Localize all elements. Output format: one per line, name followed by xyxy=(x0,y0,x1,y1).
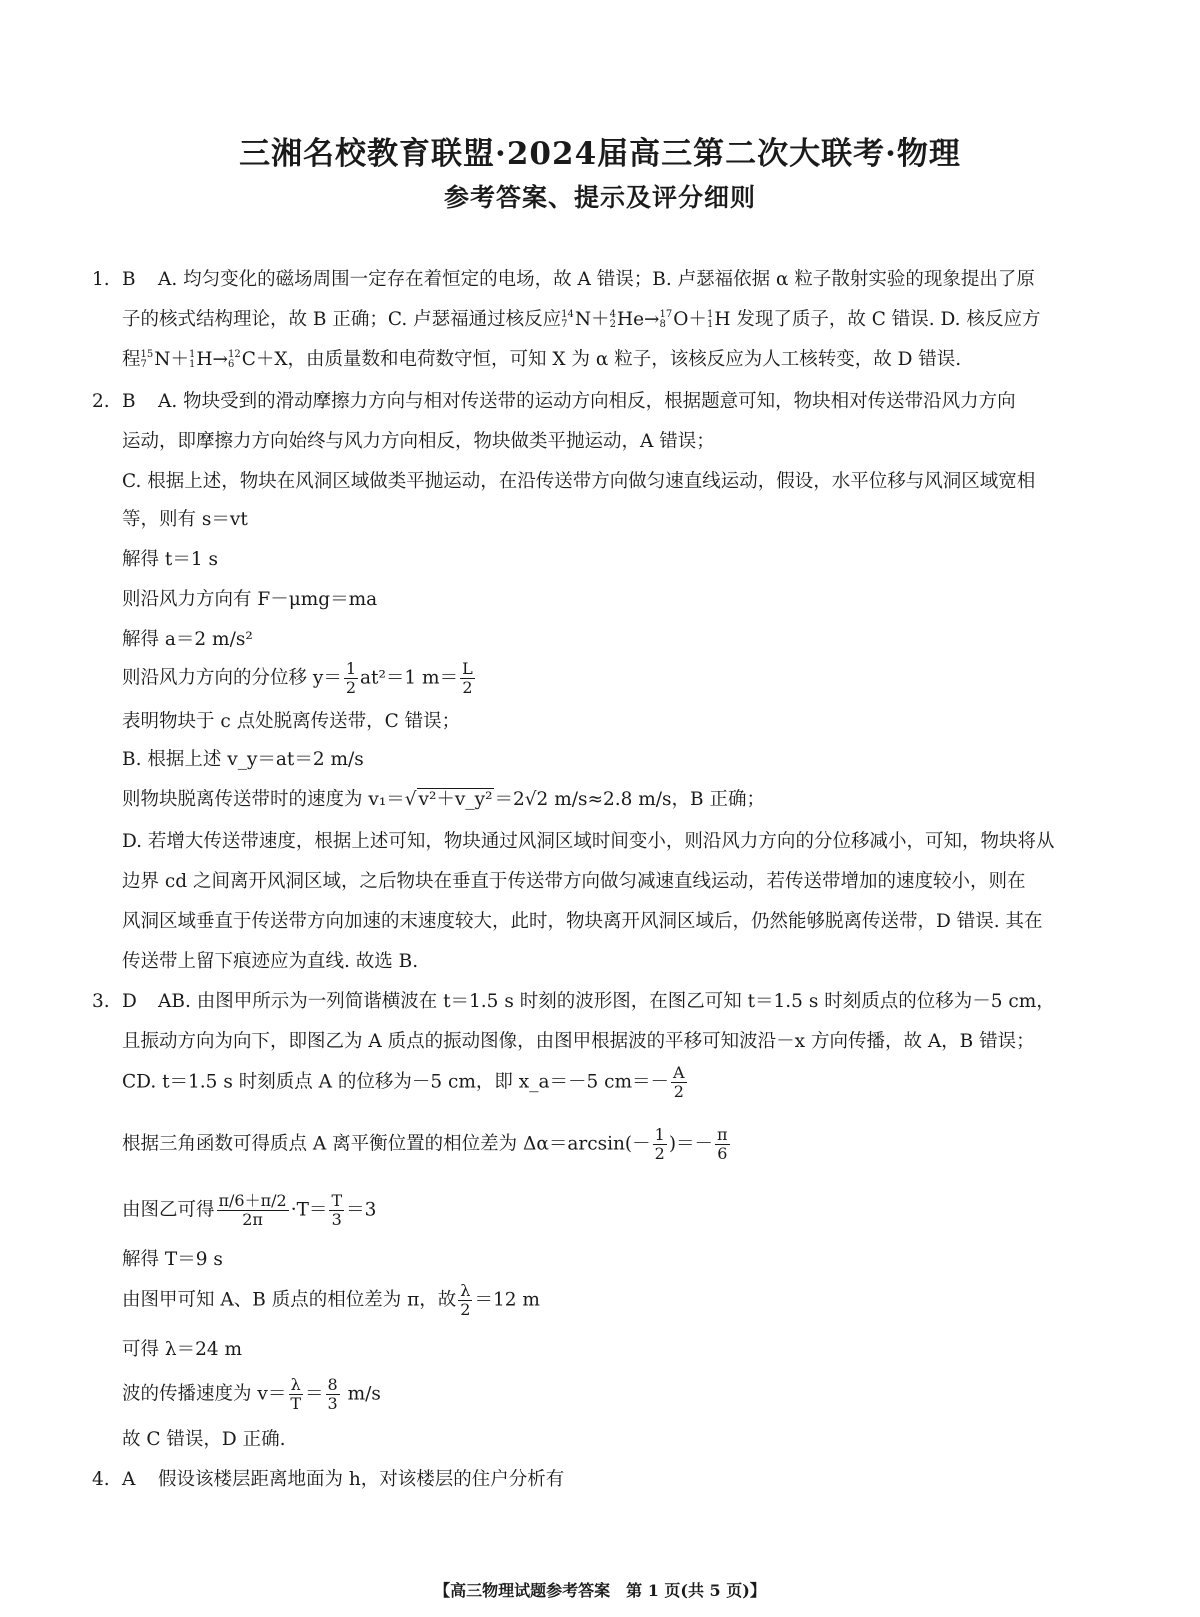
q3-number: 3. xyxy=(92,991,110,1012)
q2-line-1: 2. B A. 物块受到的滑动摩擦力方向与相对传送带的运动方向相反，根据题意可知，物块相对传送带沿风力方向 xyxy=(92,388,1016,416)
q2-line-8: 则沿风力方向的分位移 y＝ $\frac{1}{2}$ at²＝1 m＝ $\frac{L}{2}$ xyxy=(122,659,473,697)
q2-line-14: 风洞区域垂直于传送带方向加速的末速度较大，此时，物块离开风洞区域后，仍然能够脱离传送带，D 错误. 其在 xyxy=(122,911,1043,932)
q2-line-15: 传送带上留下痕迹应为直线. 故选 B. xyxy=(122,951,419,972)
q1-line-2: 子的核式结构理论，故 B 正确；C. 卢瑟福通过核反应 14 7 N＋ 4 2 He→ 17 8 O＋ 1 1 H 发现了质子，故 C 错误. D. 核反应方 xyxy=(122,309,1041,330)
q3-answer: D xyxy=(122,991,137,1012)
q1-answer: B xyxy=(122,269,136,290)
q1-number: 1. xyxy=(92,269,110,290)
q1-line-1: 1. B A. 均匀变化的磁场周围一定存在着恒定的电场，故 A 错误；B. 卢瑟福依据 α 粒子散射实验的现象提出了原 xyxy=(92,266,1035,294)
q2-line-9: 表明物块于 c 点处脱离传送带，C 错误； xyxy=(122,711,461,732)
q3-line-1: 3. D AB. 由图甲所示为一列简谐横波在 t＝1.5 s 时刻的波形图，在图乙可知 t＝1.5 s 时刻质点的位移为－5 cm， xyxy=(92,988,1055,1016)
page-title: 三湘名校教育联盟·2024届高三第二次大联考·物理 xyxy=(239,136,961,172)
q3-line-6: 解得 T＝9 s xyxy=(122,1249,223,1270)
q2-line-10: B. 根据上述 v_y＝at＝2 m/s xyxy=(122,749,364,770)
q2-line-5: 解得 t＝1 s xyxy=(122,549,218,570)
q3-line-3: CD. t＝1.5 s 时刻质点 A 的位移为－5 cm，即 x_a＝－5 cm＝－ $\frac{A}{2}$ xyxy=(122,1063,685,1101)
q2-line-12: D. 若增大传送带速度，根据上述可知，物块通过风洞区域时间变小，则沿风力方向的分位移减小，可知，物块将从 xyxy=(122,831,1055,852)
q2-line-11: 则物块脱离传送带时的速度为 v₁＝√ v²＋v_y² ＝2√2 m/s≈2.8 m/s，B 正确； xyxy=(122,789,766,810)
q2-line-4: 等，则有 s＝vt xyxy=(122,509,248,530)
q2-line-13: 边界 cd 之间离开风洞区域，之后物块在垂直于传送带方向做匀减速直线运动，若传送带增加的速度较小，则在 xyxy=(122,871,1026,892)
page-footer: 【高三物理试题参考答案 第 1 页(共 5 页)】 xyxy=(434,1581,766,1600)
q3-line-10: 故 C 错误，D 正确. xyxy=(122,1429,286,1450)
q2-answer: B xyxy=(122,391,136,412)
q2-line-2: 运动，即摩擦力方向始终与风力方向相反，物块做类平抛运动，A 错误； xyxy=(122,431,715,452)
q2-line-3: C. 根据上述，物块在风洞区域做类平抛运动，在沿传送带方向做匀速直线运动，假设，水平位移与风洞区域宽相 xyxy=(122,471,1036,492)
q4-number: 4. xyxy=(92,1469,110,1490)
q2-number: 2. xyxy=(92,391,110,412)
q3-line-5: 由图乙可得 $\frac{\pi/6+\pi/2}{2\pi}$ ·T＝ $\frac{T}{3}$ ＝3 xyxy=(122,1191,377,1229)
q3-line-2: 且振动方向为向下，即图乙为 A 质点的振动图像，由图甲根据波的平移可知波沿－x 方向传播，故 A，B 错误； xyxy=(122,1031,1035,1052)
q3-line-4: 根据三角函数可得质点 A 离平衡位置的相位差为 Δα＝arcsin(－ $\frac{1}{2}$ )＝－ $\frac{\pi}{6}$ xyxy=(122,1125,728,1163)
page-subtitle: 参考答案、提示及评分细则 xyxy=(443,183,756,212)
q3-line-8: 可得 λ＝24 m xyxy=(122,1339,243,1360)
q2-line-7: 解得 a＝2 m/s² xyxy=(122,629,253,650)
q3-line-9: 波的传播速度为 v＝ $\frac{\lambda}{T}$ ＝ $\frac{8}{3}$ m/s xyxy=(122,1375,381,1413)
q3-line-7: 由图甲可知 A、B 质点的相位差为 π，故 $\frac{\lambda}{2}$ ＝12 m xyxy=(122,1281,540,1319)
q1-line-3: 程 15 7 N＋ 1 1 H→ 12 6 C＋X，由质量数和电荷数守恒，可知 X 为 α 粒子，该核反应为人工核转变，故 D 错误. xyxy=(122,349,962,370)
q4-answer: A xyxy=(122,1469,136,1490)
q4-line-1: 4. A 假设该楼层距离地面为 h，对该楼层的住户分析有 xyxy=(92,1466,564,1494)
q2-line-6: 则沿风力方向有 F－μmg＝ma xyxy=(122,589,378,610)
